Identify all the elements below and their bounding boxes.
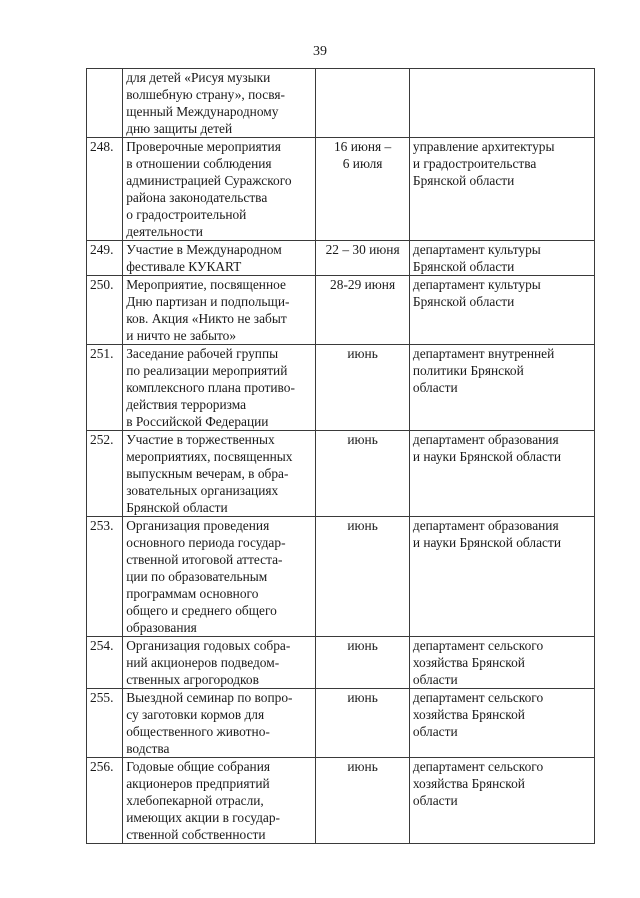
- row-number: 253.: [87, 517, 123, 637]
- event-description: Участие в торжественных мероприятиях, посвященных выпускным вечерам, в обра- зовательных организациях Брянской области: [123, 431, 316, 517]
- event-description: Участие в Международном фестивале КУКАRT: [123, 241, 316, 276]
- row-number: 250.: [87, 276, 123, 345]
- table-row: [87, 241, 595, 276]
- row-number: 249.: [87, 241, 123, 276]
- responsible-department: [409, 69, 594, 138]
- responsible-department: департамент внутренней политики Брянской области: [409, 345, 594, 431]
- event-date: июнь: [316, 758, 410, 844]
- responsible-department: департамент культуры Брянской области: [409, 241, 594, 276]
- event-date: 16 июня – 6 июля: [316, 138, 410, 241]
- event-description: Выездной семинар по вопро- су заготовки кормов для общественного животно- водства: [123, 689, 316, 758]
- row-number: 254.: [87, 637, 123, 689]
- events-table: [86, 68, 595, 844]
- responsible-department: департамент образования и науки Брянской области: [409, 517, 594, 637]
- table-row: [87, 138, 595, 241]
- table-row: [87, 517, 595, 637]
- row-number: 251.: [87, 345, 123, 431]
- table-row: [87, 689, 595, 758]
- row-number: 248.: [87, 138, 123, 241]
- event-description: Организация проведения основного периода государ- ственной итоговой аттеста- ции по образовательным программам основного общего и среднего общего образования: [123, 517, 316, 637]
- row-number: [87, 69, 123, 138]
- table-row: [87, 69, 595, 138]
- table-row: [87, 637, 595, 689]
- event-date: июнь: [316, 689, 410, 758]
- event-date: 28-29 июня: [316, 276, 410, 345]
- responsible-department: департамент сельского хозяйства Брянской области: [409, 637, 594, 689]
- responsible-department: департамент сельского хозяйства Брянской области: [409, 758, 594, 844]
- row-number: 256.: [87, 758, 123, 844]
- event-description: Заседание рабочей группы по реализации мероприятий комплексного плана противо- действия терроризма в Российской Федерации: [123, 345, 316, 431]
- event-date: июнь: [316, 517, 410, 637]
- responsible-department: департамент образования и науки Брянской области: [409, 431, 594, 517]
- row-number: 252.: [87, 431, 123, 517]
- event-date: [316, 69, 410, 138]
- event-date: июнь: [316, 637, 410, 689]
- table-row: [87, 431, 595, 517]
- event-date: июнь: [316, 431, 410, 517]
- responsible-department: управление архитектуры и градостроительства Брянской области: [409, 138, 594, 241]
- responsible-department: департамент культуры Брянской области: [409, 276, 594, 345]
- event-description: Годовые общие собрания акционеров предприятий хлебопекарной отрасли, имеющих акции в государ- ственной собственности: [123, 758, 316, 844]
- table-row: [87, 276, 595, 345]
- responsible-department: департамент сельского хозяйства Брянской области: [409, 689, 594, 758]
- event-description: Мероприятие, посвященное Дню партизан и подпольщи- ков. Акция «Никто не забыт и ничто не забыто»: [123, 276, 316, 345]
- event-date: 22 – 30 июня: [316, 241, 410, 276]
- row-number: 255.: [87, 689, 123, 758]
- event-date: июнь: [316, 345, 410, 431]
- event-description: Проверочные мероприятия в отношении соблюдения администрацией Суражского района законодательства о градостроительной деятельности: [123, 138, 316, 241]
- table-row: [87, 758, 595, 844]
- table-row: [87, 345, 595, 431]
- event-description: Организация годовых собра- ний акционеров подведом- ственных агрогородков: [123, 637, 316, 689]
- page-number: 39: [313, 44, 327, 59]
- event-description: для детей «Рисуя музыки волшебную страну», посвя- щенный Международному дню защиты детей: [123, 69, 316, 138]
